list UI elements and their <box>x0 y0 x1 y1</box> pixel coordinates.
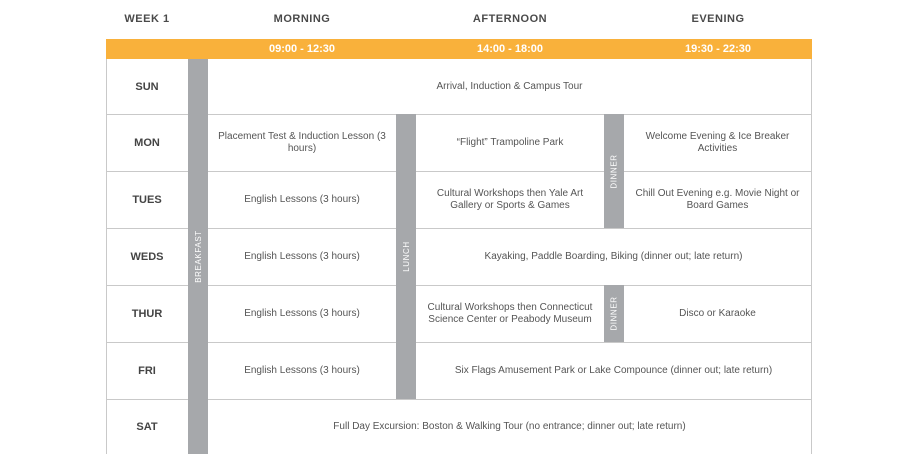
mon-morning: Placement Test & Induction Lesson (3 hours) <box>218 131 386 154</box>
sun-activity: Arrival, Induction & Campus Tour <box>436 80 583 92</box>
day-sat: SAT <box>136 421 158 433</box>
day-thur: THUR <box>131 308 163 320</box>
day-tues: TUES <box>132 194 162 206</box>
mon-afternoon: “Flight” Trampoline Park <box>456 137 564 148</box>
morning-time: 09:00 - 12:30 <box>268 43 336 55</box>
lunch-bar <box>396 114 416 399</box>
weds-afternoon-evening: Kayaking, Paddle Boarding, Biking (dinner out; late return) <box>484 251 743 262</box>
grid-right-border <box>811 59 812 454</box>
week-header: WEEK 1 <box>124 13 170 25</box>
tues-afternoon: Cultural Workshops then Yale Art Gallery or Sports & Games <box>436 188 584 211</box>
tues-morning: English Lessons (3 hours) <box>244 194 360 205</box>
day-weds: WEDS <box>130 251 164 263</box>
dinner-bar-thur <box>604 285 624 342</box>
evening-time: 19:30 - 22:30 <box>684 43 752 55</box>
dinner-label: DINNER <box>609 296 619 331</box>
morning-header: MORNING <box>273 13 331 25</box>
breakfast-bar <box>188 59 208 454</box>
breakfast-label: BREAKFAST <box>193 230 203 283</box>
fri-afternoon-evening: Six Flags Amusement Park or Lake Compounce (dinner out; late return) <box>454 365 773 376</box>
evening-header: EVENING <box>691 13 745 25</box>
afternoon-time: 14:00 - 18:00 <box>476 43 544 55</box>
afternoon-header: AFTERNOON <box>472 13 548 25</box>
lunch-label: LUNCH <box>401 241 411 272</box>
weds-morning: English Lessons (3 hours) <box>244 251 360 262</box>
tues-evening: Chill Out Evening e.g. Movie Night or Board Games <box>635 188 800 211</box>
dinner-bar-mon-tues <box>604 114 624 228</box>
day-mon: MON <box>134 137 160 149</box>
sat-activity: Full Day Excursion: Boston & Walking Tour (no entrance; dinner out; late return) <box>333 421 686 432</box>
mon-evening: Welcome Evening & Ice Breaker Activities <box>645 131 790 154</box>
thur-afternoon: Cultural Workshops then Connecticut Science Center or Peabody Museum <box>427 302 593 325</box>
fri-morning: English Lessons (3 hours) <box>244 365 360 376</box>
day-fri: FRI <box>138 365 156 377</box>
thur-morning: English Lessons (3 hours) <box>244 308 360 319</box>
dinner-label: DINNER <box>609 153 619 189</box>
day-sun: SUN <box>135 80 159 93</box>
thur-evening: Disco or Karaoke <box>679 308 756 319</box>
